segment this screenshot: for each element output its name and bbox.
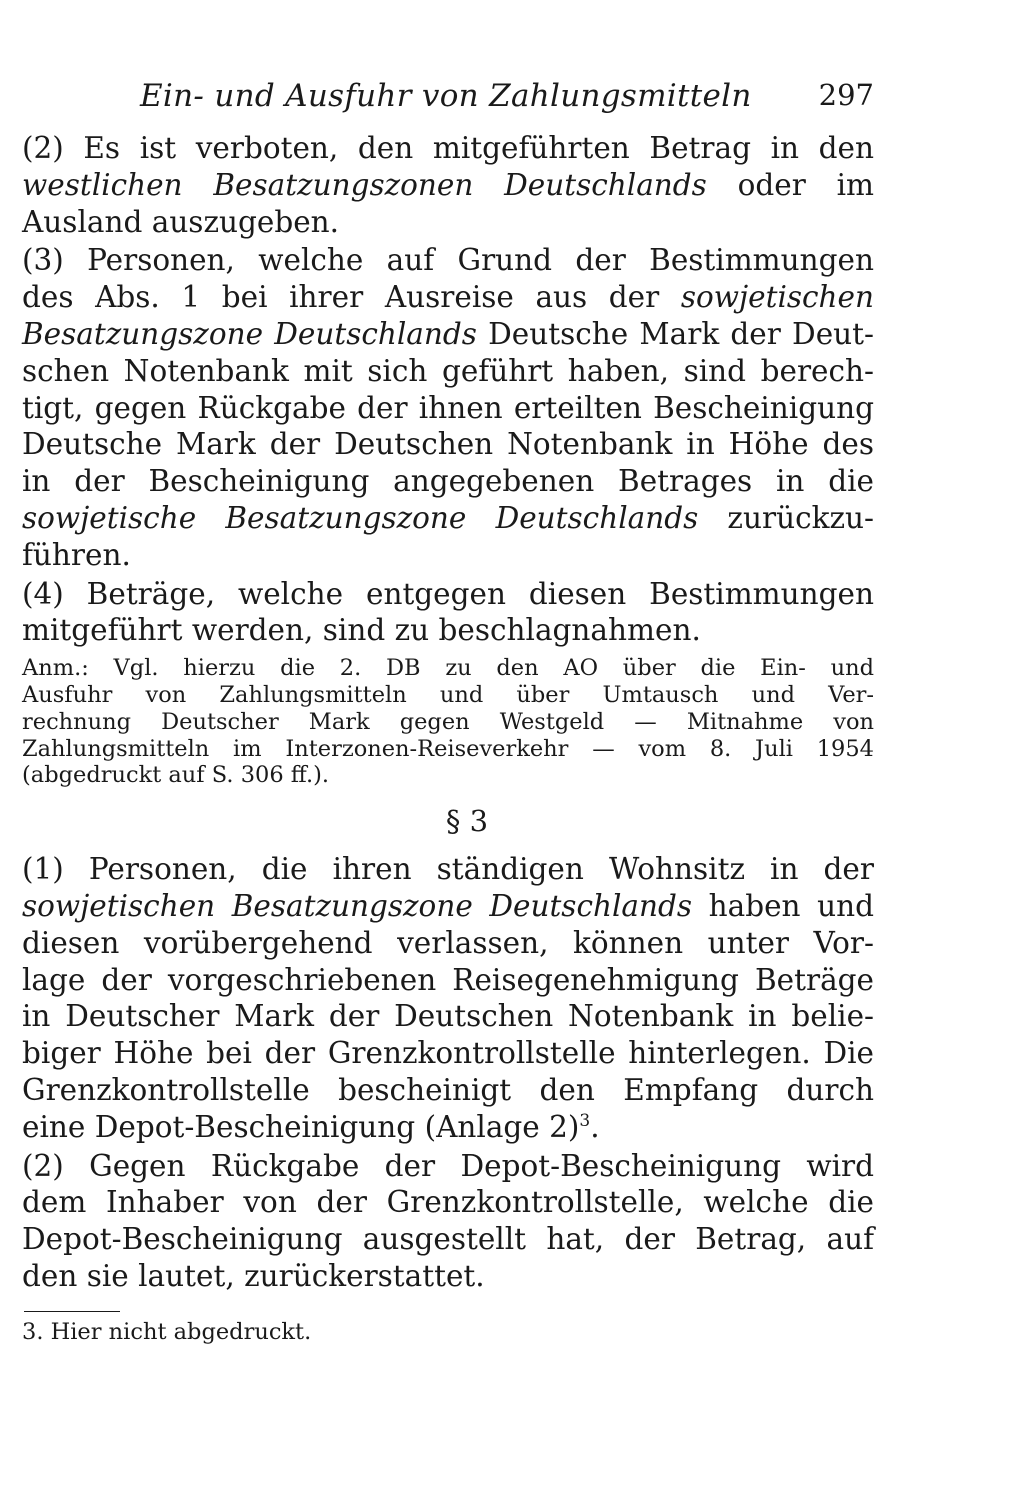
text-line: (3) Personen, welche auf Grund der Bestimmungen [22, 243, 874, 278]
text-line [22, 167, 874, 204]
text-line [22, 888, 874, 925]
text-line: schen Notenbank mit sich geführt haben, sind berech- [22, 353, 874, 388]
paragraph-2 [22, 130, 874, 240]
text-line: in Deutscher Mark der Deutschen Notenbank in belie- [22, 999, 874, 1034]
note-line: Zahlungsmitteln im Interzonen-Reiseverkehr — vom 8. Juli 1954 [22, 735, 874, 762]
text-line: Ausland auszugeben. [22, 204, 340, 239]
text-line [22, 316, 874, 353]
text-line: lage der vorgeschriebenen Reisegenehmigung Beträge [22, 962, 874, 997]
text-line: Deutsche Mark der Deutschen Notenbank in Höhe des [22, 427, 874, 462]
text-line [22, 1109, 874, 1146]
text-line: (2) Es ist verboten, den mitgeführten Betrag in den [22, 131, 874, 165]
text-run: . [590, 1109, 600, 1144]
annotation-note [22, 655, 874, 789]
page-number: 297 [818, 78, 874, 112]
text-line: führen. [22, 537, 131, 572]
text-line: in der Bescheinigung angegebenen Betrages in die [22, 464, 874, 499]
emphasis: westlichen Besatzungszonen Deutschlands [22, 167, 707, 202]
document-page [22, 78, 874, 1346]
text-line: Grenzkontrollstelle bescheinigt den Empfang durch [22, 1072, 874, 1107]
text-line: Depot-Bescheinigung ausgestellt hat, der Betrag, auf [22, 1222, 874, 1257]
text-line: diesen vorübergehend verlassen, können unter Vor- [22, 925, 874, 960]
paragraph-3 [22, 242, 874, 573]
footnote-ref: 3 [579, 1110, 591, 1131]
footnote-divider [24, 1311, 120, 1312]
text-line [22, 500, 874, 537]
note-line: Ausfuhr von Zahlungsmitteln und über Umtausch und Ver- [22, 681, 874, 708]
text-line: (4) Beträge, welche entgegen diesen Bestimmungen [22, 576, 874, 611]
text-run: eine Depot-Bescheinigung (Anlage 2) [22, 1109, 580, 1144]
emphasis: sowjetischen Besatzungszone Deutschlands [22, 888, 693, 923]
running-title: Ein- und Ausfuhr von Zahlungsmitteln [140, 78, 752, 114]
text-line: den sie lautet, zurückerstattet. [22, 1258, 485, 1293]
emphasis: sowjetische Besatzungszone Deutschlands [22, 500, 699, 535]
text-run: des Abs. 1 bei ihrer Ausreise aus der [22, 280, 681, 315]
text-line: (2) Gegen Rückgabe der Depot-Bescheinigung wird [22, 1148, 874, 1183]
text-line: biger Höhe bei der Grenzkontrollstelle hinterlegen. Die [22, 1036, 874, 1071]
text-run: oder im [706, 167, 874, 202]
section3-paragraph-2 [22, 1148, 874, 1295]
text-run: zurückzu- [698, 500, 874, 535]
note-line: rechnung Deutscher Mark gegen Westgeld — Mitnahme von [22, 708, 874, 735]
running-header [22, 78, 874, 130]
note-line: Anm.: Vgl. hierzu die 2. DB zu den AO über die Ein- und [22, 655, 874, 682]
section3-paragraph-1 [22, 851, 874, 1145]
text-line: mitgeführt werden, sind zu beschlagnahmen. [22, 613, 701, 648]
text-run: Deutsche Mark der Deut- [476, 316, 874, 351]
text-line [22, 279, 874, 316]
text-line: (1) Personen, die ihren ständigen Wohnsitz in der [22, 852, 874, 887]
text-run: haben und [692, 888, 874, 923]
paragraph-4 [22, 576, 874, 650]
section-heading: § 3 [445, 804, 489, 839]
note-line: (abgedruckt auf S. 306 ff.). [22, 762, 330, 789]
emphasis: sowjetischen [680, 280, 874, 315]
emphasis: Besatzungszone Deutschlands [22, 316, 477, 351]
text-line: tigt, gegen Rückgabe der ihnen erteilten Bescheinigung [22, 390, 874, 425]
text-line: dem Inhaber von der Grenzkontrollstelle, welche die [22, 1185, 874, 1220]
footnote: 3. Hier nicht abgedruckt. [22, 1318, 312, 1345]
